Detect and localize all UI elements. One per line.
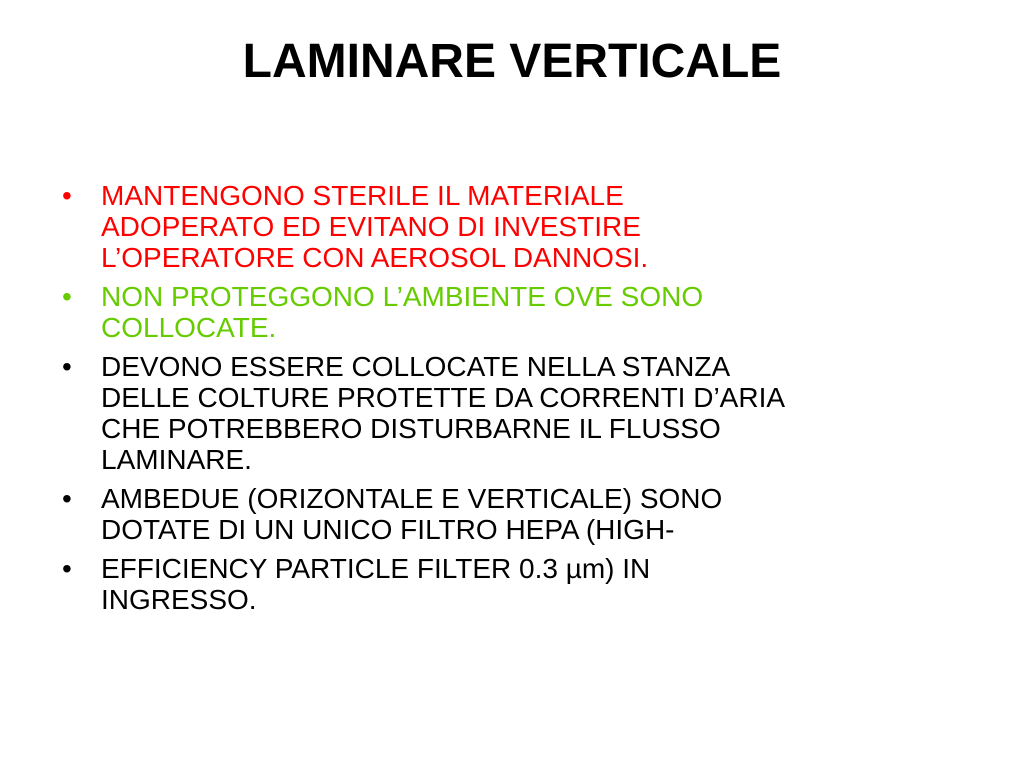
bullet-line: CHE POTREBBERO DISTURBARNE IL FLUSSO (101, 413, 721, 444)
bullet-item (60, 281, 960, 343)
bullet-text (101, 351, 960, 475)
bullet-list (60, 180, 960, 623)
bullet-marker: • (62, 351, 72, 382)
bullet-line: LAMINARE. (101, 444, 252, 475)
bullet-text (101, 281, 960, 343)
bullet-marker: • (62, 180, 72, 211)
bullet-line: L’OPERATORE CON AEROSOL DANNOSI. (101, 242, 649, 273)
bullet-line: DELLE COLTURE PROTETTE DA CORRENTI D’ARIA (101, 382, 786, 413)
bullet-line: INGRESSO. (101, 584, 257, 615)
slide-title: LAMINARE VERTICALE (242, 35, 782, 88)
bullet-line: AMBEDUE (ORIZONTALE E VERTICALE) SONO (101, 483, 723, 514)
bullet-item (60, 553, 960, 615)
bullet-line: NON PROTEGGONO L’AMBIENTE OVE SONO (101, 281, 704, 312)
bullet-line: ADOPERATO ED EVITANO DI INVESTIRE (101, 211, 641, 242)
bullet-line: DOTATE DI UN UNICO FILTRO HEPA (HIGH- (101, 514, 675, 545)
bullet-item (60, 180, 960, 273)
bullet-line: EFFICIENCY PARTICLE FILTER 0.3 µm) IN (101, 553, 651, 584)
bullet-text (101, 553, 960, 615)
bullet-text (101, 483, 960, 545)
bullet-line: COLLOCATE. (101, 312, 277, 343)
bullet-text (101, 180, 960, 273)
bullet-item (60, 351, 960, 475)
bullet-line: DEVONO ESSERE COLLOCATE NELLA STANZA (101, 351, 731, 382)
bullet-marker: • (62, 483, 72, 514)
bullet-line: MANTENGONO STERILE IL MATERIALE (101, 180, 624, 211)
bullet-marker: • (62, 553, 72, 584)
bullet-marker: • (62, 281, 72, 312)
bullet-item (60, 483, 960, 545)
